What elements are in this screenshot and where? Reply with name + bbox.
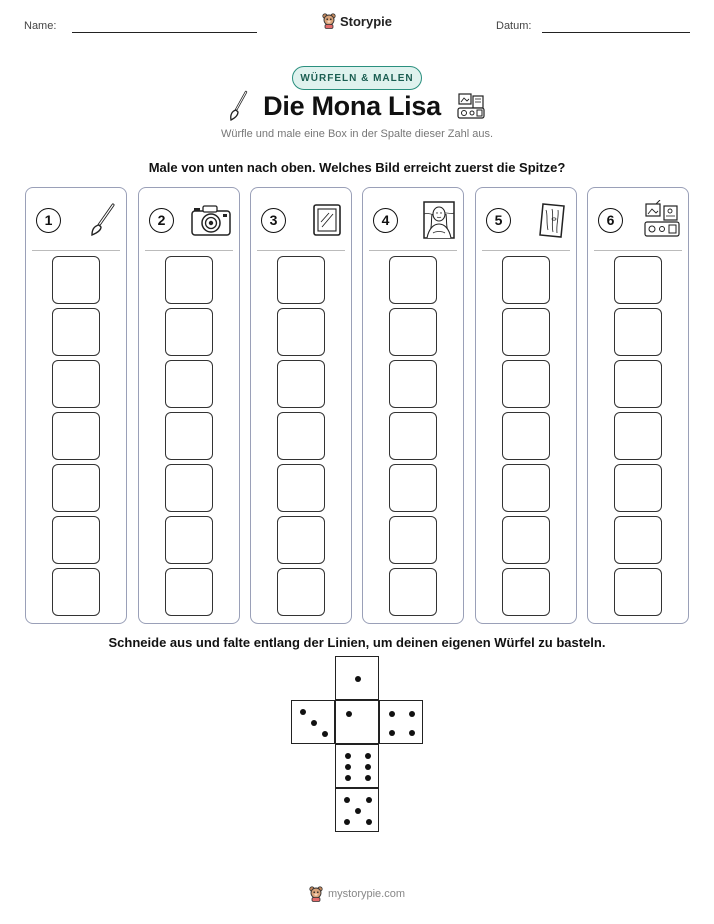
color-box[interactable] <box>165 256 213 304</box>
bear-mascot-icon <box>322 13 336 29</box>
die-pip <box>322 731 328 737</box>
column-divider <box>482 250 570 251</box>
column-4 <box>362 187 464 624</box>
brand-logo <box>0 13 714 34</box>
color-box[interactable] <box>277 568 325 616</box>
color-box[interactable] <box>502 360 550 408</box>
die-pip <box>366 819 372 825</box>
die-face-bottom <box>335 788 379 832</box>
color-box[interactable] <box>502 256 550 304</box>
color-box[interactable] <box>389 360 437 408</box>
camera-icon <box>189 202 233 238</box>
die-pip <box>345 775 351 781</box>
die-pip <box>409 730 415 736</box>
cut-instruction: Schneide aus und falte entlang der Linien, um deinen eigenen Würfel zu basteln. <box>108 635 606 650</box>
art-studio-icon <box>642 200 682 240</box>
color-box[interactable] <box>389 568 437 616</box>
color-box[interactable] <box>614 360 662 408</box>
color-box[interactable] <box>502 412 550 460</box>
color-box[interactable] <box>52 360 100 408</box>
column-number: 5 <box>486 208 511 233</box>
color-box[interactable] <box>614 256 662 304</box>
brand-name: Storypie <box>339 13 392 29</box>
mona-lisa-portrait-icon <box>421 200 457 240</box>
picture-frame-icon <box>309 202 345 238</box>
die-face-center <box>335 700 379 744</box>
die-pip <box>344 819 350 825</box>
die-pip <box>366 797 372 803</box>
column-number: 3 <box>261 208 286 233</box>
column-3 <box>250 187 352 624</box>
color-box[interactable] <box>502 308 550 356</box>
color-box[interactable] <box>389 412 437 460</box>
color-box[interactable] <box>277 464 325 512</box>
color-box[interactable] <box>165 360 213 408</box>
die-pip <box>365 775 371 781</box>
column-divider <box>594 250 682 251</box>
page-title: Die Mona Lisa <box>263 90 441 121</box>
title-row <box>0 90 714 122</box>
die-pip <box>345 764 351 770</box>
die-face-top <box>335 656 379 700</box>
color-box[interactable] <box>502 464 550 512</box>
color-box[interactable] <box>165 516 213 564</box>
color-box[interactable] <box>165 568 213 616</box>
color-box[interactable] <box>277 516 325 564</box>
column-number: 2 <box>149 208 174 233</box>
color-box[interactable] <box>502 568 550 616</box>
color-box[interactable] <box>614 464 662 512</box>
wooden-panel-icon <box>534 200 570 240</box>
column-number: 6 <box>598 208 623 233</box>
column-divider <box>145 250 233 251</box>
color-box[interactable] <box>277 412 325 460</box>
color-box[interactable] <box>614 516 662 564</box>
color-box[interactable] <box>502 516 550 564</box>
category-badge: WÜRFELN & MALEN <box>292 66 422 90</box>
column-divider <box>369 250 457 251</box>
color-box[interactable] <box>389 464 437 512</box>
footer <box>0 886 714 905</box>
paintbrush-icon <box>227 90 249 122</box>
color-box[interactable] <box>165 308 213 356</box>
die-pip <box>389 711 395 717</box>
bear-mascot-icon <box>309 886 323 902</box>
color-box[interactable] <box>389 256 437 304</box>
die-pip <box>409 711 415 717</box>
die-pip <box>346 711 352 717</box>
color-box[interactable] <box>165 464 213 512</box>
footer-url[interactable]: mystorypie.com <box>327 888 406 900</box>
die-pip <box>365 753 371 759</box>
date-line[interactable] <box>542 32 690 33</box>
column-5 <box>475 187 577 624</box>
color-box[interactable] <box>614 308 662 356</box>
color-box[interactable] <box>52 464 100 512</box>
date-label: Datum: <box>496 20 532 32</box>
column-6 <box>587 187 689 624</box>
color-box[interactable] <box>277 308 325 356</box>
die-face-left <box>291 700 335 744</box>
die-face-lower <box>335 744 379 788</box>
die-pip <box>344 797 350 803</box>
column-2 <box>138 187 240 624</box>
die-pip <box>311 720 317 726</box>
color-box[interactable] <box>614 568 662 616</box>
color-box[interactable] <box>277 256 325 304</box>
color-box[interactable] <box>277 360 325 408</box>
die-pip <box>355 808 361 814</box>
name-label: Name: <box>24 20 57 32</box>
die-face-right <box>379 700 423 744</box>
color-box[interactable] <box>389 308 437 356</box>
column-number: 4 <box>373 208 398 233</box>
color-box[interactable] <box>165 412 213 460</box>
color-box[interactable] <box>614 412 662 460</box>
die-pip <box>365 764 371 770</box>
art-studio-icon <box>455 90 487 122</box>
column-1 <box>25 187 127 624</box>
color-box[interactable] <box>52 308 100 356</box>
column-number: 1 <box>36 208 61 233</box>
die-pip <box>300 709 306 715</box>
die-pip <box>355 676 361 682</box>
color-box[interactable] <box>389 516 437 564</box>
column-divider <box>257 250 345 251</box>
die-pip <box>345 753 351 759</box>
color-box[interactable] <box>52 256 100 304</box>
subtitle: Würfle und male eine Box in der Spalte dieser Zahl aus. <box>220 128 494 140</box>
color-box[interactable] <box>52 412 100 460</box>
color-box[interactable] <box>52 568 100 616</box>
instruction: Male von unten nach oben. Welches Bild erreicht zuerst die Spitze? <box>148 160 566 175</box>
column-divider <box>32 250 120 251</box>
color-box[interactable] <box>52 516 100 564</box>
paintbrush-icon <box>84 202 120 238</box>
die-pip <box>389 730 395 736</box>
